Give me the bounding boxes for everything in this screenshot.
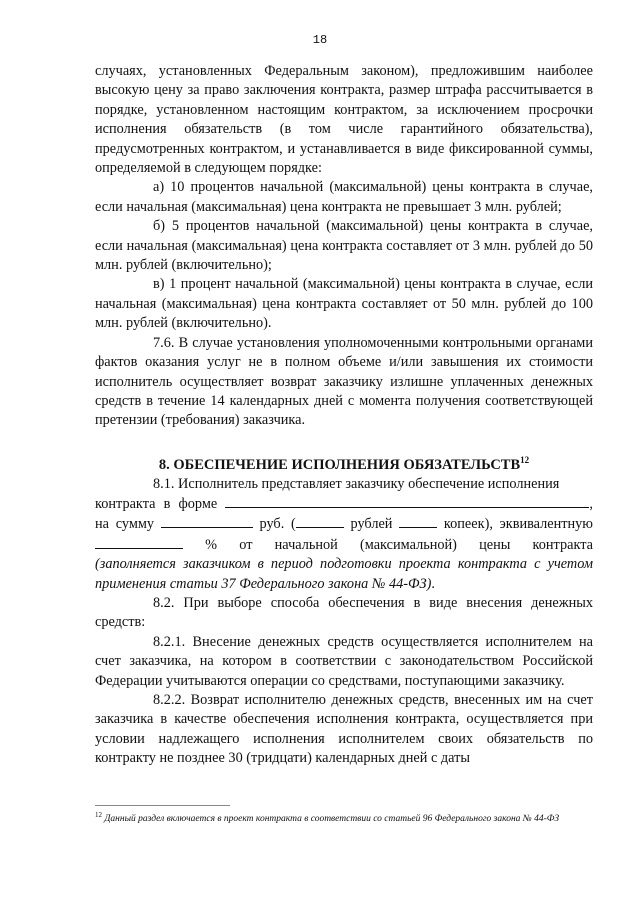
- paragraph-8-1-form-line: контракта в форме ,: [95, 495, 593, 512]
- sum-label: на сумму: [95, 516, 155, 533]
- paragraph-8-2-1: 8.2.1. Внесение денежных средств осуществляется исполнителем на счет заказчика, на котором в соответствии с законодательством Российской Федерации учитываются операции со средствами, поступающими заказчику.: [95, 633, 593, 689]
- kopecks-field[interactable]: [399, 514, 437, 528]
- paragraph-8-1-line1: 8.1. Исполнитель представляет заказчику обеспечение исполнения: [153, 475, 560, 492]
- footnote-divider: [95, 805, 230, 806]
- list-item-b: б) 5 процентов начальной (максимальной) цены контракта в случае, если начальная (максимальная) цена контракта составляет от 3 млн. рублей до 50 млн. рублей (включительно);: [95, 218, 593, 274]
- footnote-ref: 12: [520, 454, 530, 465]
- footnote: [95, 809, 593, 826]
- form-label: контракта в форме: [95, 495, 218, 512]
- paragraph-intro: случаях, установленных Федеральным законом), предложившим наиболее высокую цену за право заключения контракта, размер штрафа рассчитывается в порядке, установленном настоящим контрактом, за исключением просрочки исполнения обязательств (в том числе гарантийного обязательства), предусмотренных контрактом, и устанавливается в виде фиксированной суммы, определяемой в следующем порядке:: [95, 63, 593, 177]
- list-item-c: в) 1 процент начальной (максимальной) цены контракта в случае, если начальная (максимальная) цена контракта составляет от 50 млн. рублей до 100 млн. рублей (включительно).: [95, 276, 593, 332]
- paragraph-7-6: 7.6. В случае установления уполномоченными контрольными органами фактов оказания услуг не в полном объеме и/или завышения их стоимости исполнитель осуществляет возврат заказчику излишне уплаченных денежных средств в течение 14 календарных дней с момента получения соответствующей претензии (требования) заказчика.: [95, 334, 593, 429]
- footnote-text: Данный раздел включается в проект контракта в соответствии со статьей 96 Федерального закона № 44-ФЗ: [104, 814, 560, 825]
- sum-field[interactable]: [161, 514, 253, 528]
- rubles-field[interactable]: [296, 514, 344, 528]
- guarantee-form-field[interactable]: [225, 494, 589, 508]
- footnote-mark: 12: [95, 811, 102, 819]
- document-body: [95, 62, 593, 769]
- percent-field[interactable]: [95, 535, 183, 549]
- fill-in-note: (заполняется заказчиком в период подготовки проекта контракта с учетом применения статьи 37 Федерального закона № 44-ФЗ): [95, 556, 593, 592]
- paragraph-8-1-sum-line: на сумму руб. ( рублей копеек), эквивалентную: [95, 516, 593, 533]
- paragraph-8-2: 8.2. При выборе способа обеспечения в виде внесения денежных средств:: [95, 594, 593, 631]
- section-8-title: 8. ОБЕСПЕЧЕНИЕ ИСПОЛНЕНИЯ ОБЯЗАТЕЛЬСТВ: [158, 456, 521, 473]
- paragraph-8-1-percent-line: % от начальной (максимальной) цены контракта: [95, 535, 593, 555]
- paragraph-8-1-note: (заполняется заказчиком в период подготовки проекта контракта с учетом применения статьи 37 Федерального закона № 44-ФЗ).: [95, 556, 593, 592]
- list-item-a: а) 10 процентов начальной (максимальной) цены контракта в случае, если начальная (максимальная) цена контракта не превышает 3 млн. рублей;: [95, 179, 593, 215]
- page-number: 18: [312, 33, 328, 47]
- paragraph-8-2-2: 8.2.2. Возврат исполнителю денежных средств, внесенных им на счет заказчика в качестве обеспечения исполнения контракта, осуществляется при условии надлежащего исполнения исполнителем своих обязательств по контракту не позднее 30 (тридцати) календарных дней с даты: [95, 692, 593, 767]
- section-8-heading: [95, 450, 593, 475]
